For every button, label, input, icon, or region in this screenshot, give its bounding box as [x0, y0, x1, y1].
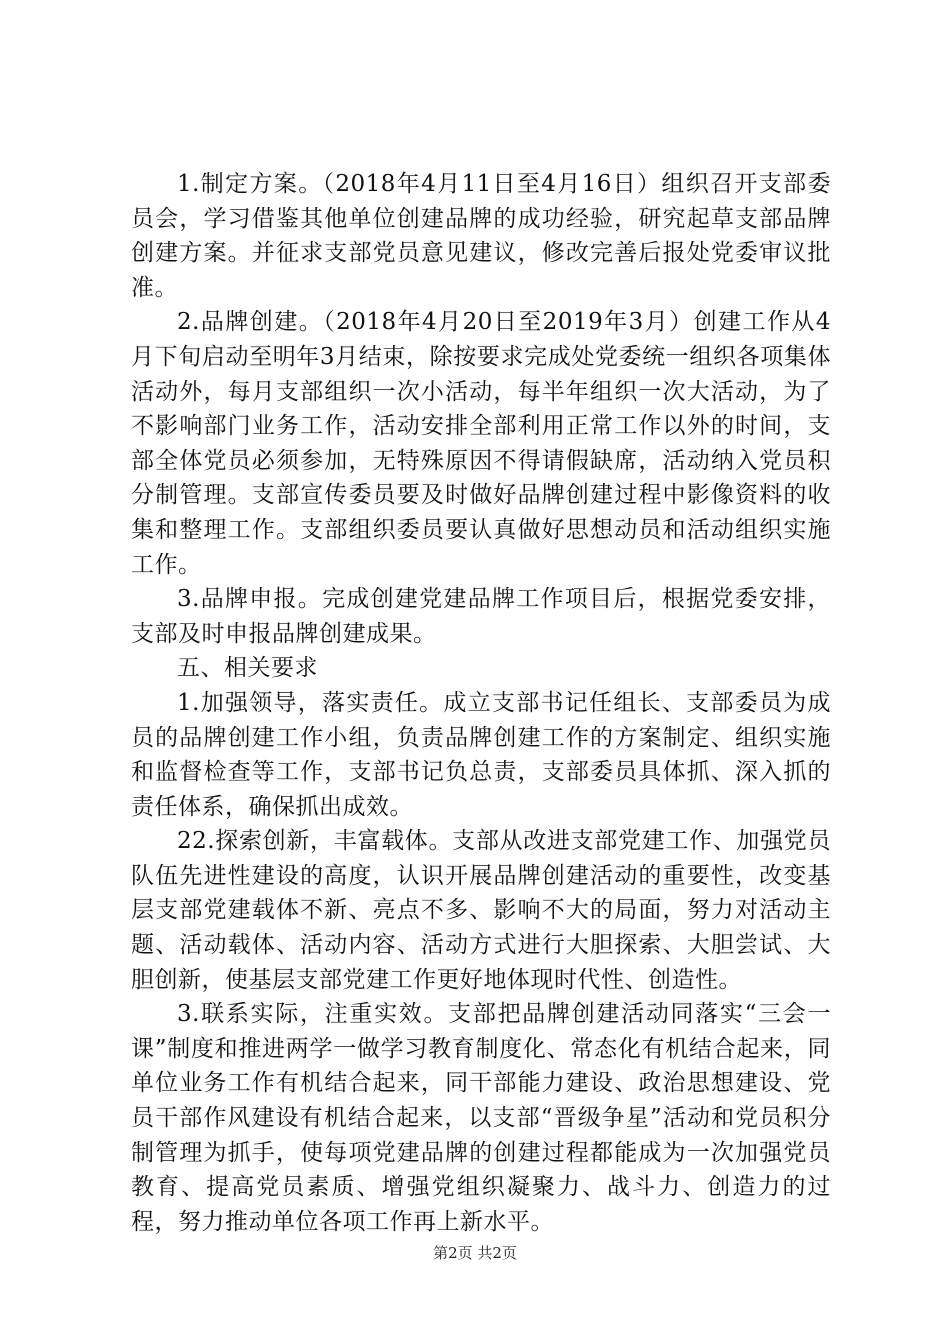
paragraph-leadership: 1.加强领导，落实责任。成立支部书记任组长、支部委员为成员的品牌创建工作小组，负责品牌创建工作的方案制定、组织实施和监督检查等工作，支部书记负总责，支部委员具体抓、深入抓的责任体系，确保抓出成效。	[131, 689, 831, 820]
paragraph-practice: 3.联系实际，注重实效。支部把品牌创建活动同落实“三会一课”制度和推进两学一做学习教育制度化、常态化有机结合起来，同单位业务工作有机结合起来，同干部能力建设、政治思想建设、党员干部作风建设有机结合起来，以支部“晋级争星”活动和党员积分制管理为抓手，使每项党建品牌的创建过程都能成为一次加强党员教育、提高党员素质、增强党组织凝聚力、战斗力、创造力的过程，努力推动单位各项工作再上新水平。	[131, 1001, 831, 1235]
paragraph-brand-creation: 2.品牌创建。（2018年4月20日至2019年3月）创建工作从4月下旬启动至明年3月结束，除按要求完成处党委统一组织各项集体活动外，每月支部组织一次小活动，每半年组织一次大活动，为了不影响部门业务工作，活动安排全部利用正常工作以外的时间，支部全体党员必须参加，无特殊原因不得请假缺席，活动纳入党员积分制管理。支部宣传委员要及时做好品牌创建过程中影像资料的收集和整理工作。支部组织委员要认真做好思想动员和活动组织实施工作。	[131, 309, 831, 578]
page-footer: 第2页 共2页	[433, 1244, 517, 1262]
paragraph-plan: 1.制定方案。（2018年4月11日至4月16日）组织召开支部委员会，学习借鉴其他单位创建品牌的成功经验，研究起草支部品牌创建方案。并征求支部党员意见建议，修改完善后报处党委审议批准。	[131, 171, 831, 301]
document-body	[131, 167, 831, 1239]
paragraph-brand-declaration: 3.品牌申报。完成创建党建品牌工作项目后，根据党委安排，支部及时申报品牌创建成果。	[131, 586, 831, 647]
paragraph-innovation: 22.探索创新，丰富载体。支部从改进支部党建工作、加强党员队伍先进性建设的高度，认识开展品牌创建活动的重要性，改变基层支部党建载体不新、亮点不多、影响不大的局面，努力对活动主题、活动载体、活动内容、活动方式进行大胆探索、大胆尝试、大胆创新，使基层支部党建工作更好地体现时代性、创造性。	[131, 828, 831, 993]
section-heading-requirements: 五、相关要求	[177, 655, 318, 682]
